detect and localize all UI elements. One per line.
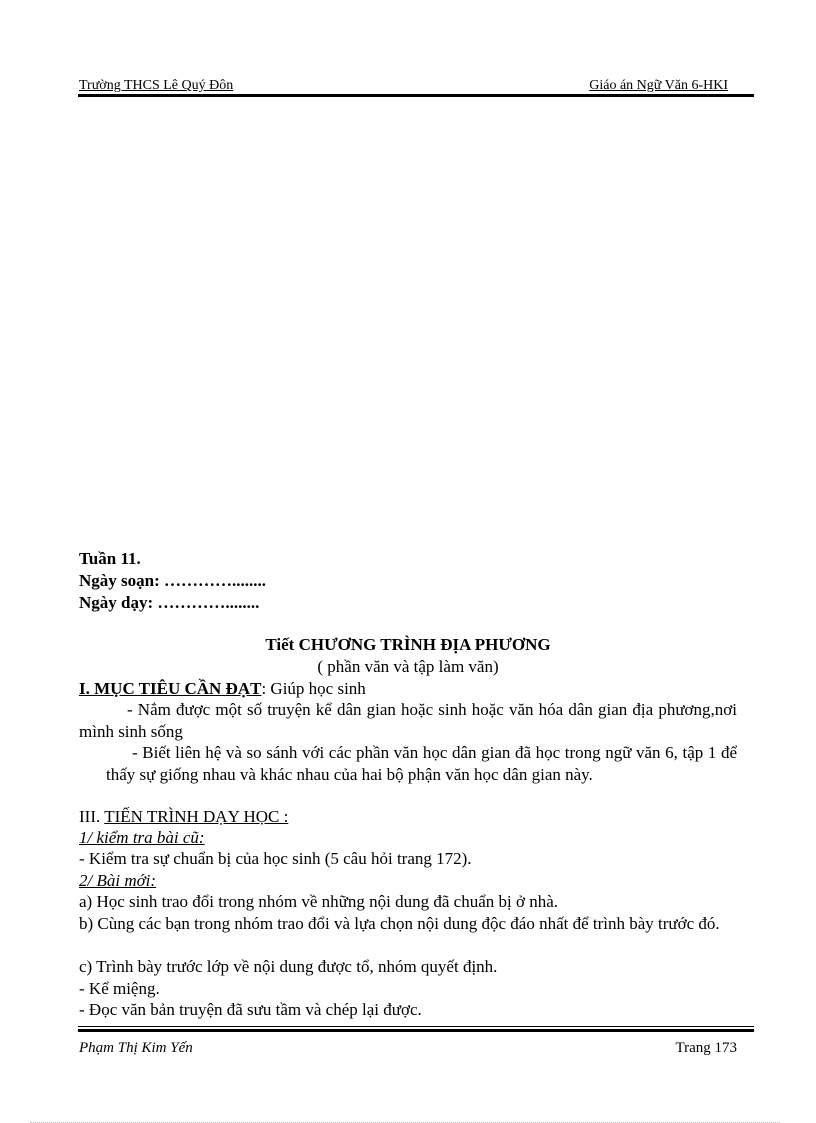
lesson-title: Tiết CHƯƠNG TRÌNH ĐỊA PHƯƠNG	[265, 635, 551, 654]
subheading-new-lesson: 2/ Bài mới:	[79, 871, 157, 890]
section-process-heading	[79, 806, 737, 828]
objective-item-1: - Nắm được một số truyện kể dân gian hoặc sinh hoặc văn hóa dân gian địa phương,nơi mình sinh sống	[79, 700, 737, 741]
review-text: - Kiểm tra sự chuẩn bị của học sinh (5 câu hỏi trang 172).	[79, 849, 472, 868]
activity-a: a) Học sinh trao đổi trong nhóm về những nội dung đã chuẩn bị ở nhà.	[79, 892, 559, 911]
activity-tell: - Kể miệng.	[79, 979, 160, 998]
teach-date: Ngày dạy: …………........	[79, 593, 260, 612]
activity-b: b) Cùng các bạn trong nhóm trao đổi và lựa chọn nội dung độc đáo nhất để trình bày trước đó.	[79, 914, 720, 933]
process-heading-prefix: III.	[79, 807, 105, 826]
week-label: Tuần 11.	[79, 549, 141, 568]
process-heading: TIẾN TRÌNH DẠY HỌC :	[104, 807, 289, 826]
header-course: Giáo án Ngữ Văn 6-HKI	[589, 78, 728, 93]
activity-read: - Đọc văn bản truyện đã sưu tầm và chép lại được.	[79, 1000, 422, 1019]
lesson-subtitle: ( phần văn và tập làm văn)	[317, 657, 499, 676]
header-rule	[78, 94, 754, 97]
subheading-review: 1/ kiểm tra bài cũ:	[79, 828, 205, 847]
footer-rule-thick	[78, 1029, 754, 1032]
footer-page-number: Trang 173	[675, 1040, 737, 1056]
prep-date: Ngày soạn: …………........	[79, 571, 267, 590]
activity-c: c) Trình bày trước lớp về nội dung được tổ, nhóm quyết định.	[79, 957, 498, 976]
objectives-heading-suffix: : Giúp học sinh	[261, 679, 366, 698]
header-school: Trường THCS Lê Quý Đôn	[79, 78, 234, 93]
objective-item-2: - Biết liên hệ và so sánh với các phần văn học dân gian đã học trong ngữ văn 6, tập 1 để thấy sự giống nhau và khác nhau của hai bộ phận văn học dân gian này.	[106, 743, 737, 784]
footer-author: Phạm Thị Kim Yến	[79, 1040, 193, 1056]
footer-rule-thin	[78, 1026, 754, 1027]
section-objectives-heading	[79, 678, 737, 700]
objectives-heading: I. MỤC TIÊU CẦN ĐẠT	[79, 679, 262, 698]
